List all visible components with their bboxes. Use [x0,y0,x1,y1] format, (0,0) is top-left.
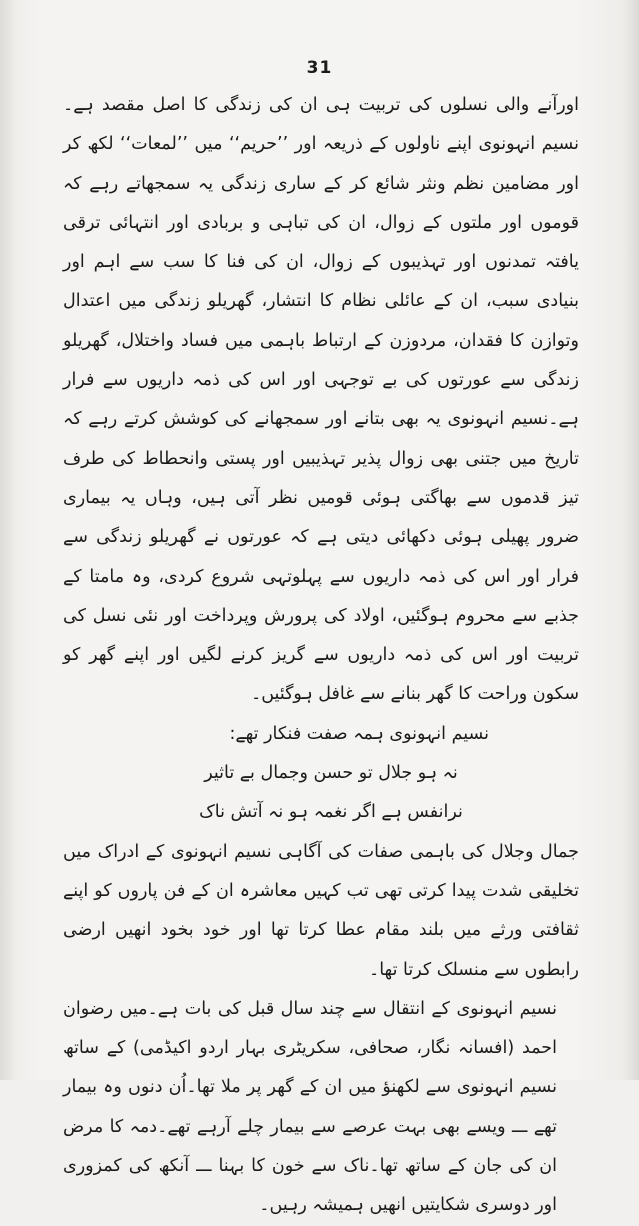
page-gutter-shadow [0,0,16,1080]
paragraph-1: اورآنے والی نسلوں کی تربیت ہی ان کی زندگی کا اصل مقصد ہے۔نسیم انہونوی اپنے ناولوں کے ذریعہ اور ’’حریم‘‘ میں ’’لمعات‘‘ لکھ کر اور مضامین نظم ونثر شائع کر کے ساری زندگی یہ سمجھاتے رہے کہ قوموں اور ملتوں کے زوال، ان کی تباہی و بربادی اور انتہائی ترقی یافتہ تمدنوں اور تہذیبوں کے زوال، ان کی فنا کا سب سے اہم اور بنیادی سبب، ان کے عائلی نظام کا انتشار، گھریلو زندگی میں اعتدال وتوازن کا فقدان، مردوزن کے ارتباط باہمی میں فساد واختلال، گھریلو زندگی سے عورتوں کی بے توجہی اور اس کی ذمہ داریوں سے فرار ہے۔نسیم انہونوی یہ بھی بتانے اور سمجھانے کی کوشش کرتے رہے کہ تاریخ میں جتنی بھی زوال پذیر تہذیبیں اور پستی وانحطاط کی طرف تیز قدموں سے بھاگتی ہوئی قومیں نظر آتی ہیں، وہاں یہ بیماری ضرور پھیلی ہوئی دکھائی دیتی ہے کہ عورتوں نے گھریلو زندگی سے فرار اور اس کی ذمہ داریوں سے پہلوتہی شروع کردی، وہ مامتا کے جذبے سے محروم ہوگئیں، اولاد کی پرورش وپرداخت اور نئی نسل کی تربیت اور اس کی ذمہ داریوں سے گریز کرنے لگیں اور اپنے گھر کو سکون وراحت کا گھر بنانے سے غافل ہوگئیں۔ [63,95,579,705]
paragraph-3: نسیم انہونوی کے انتقال سے چند سال قبل کی بات ہے۔میں رضوان احمد (افسانہ نگار، صحافی، سکریٹری بہار اردو اکیڈمی) کے ساتھ نسیم انہونوی سے لکھنؤ میں ان کے گھر پر ملا تھا۔اُن دنوں وہ بیمار تھے ـــ ویسے بھی بہت عرصے سے بیمار چلے آرہے تھے۔دمہ کا مرض ان کی جان کے ساتھ تھا۔ناک سے خون کا بہنا ـــ آنکھ کی کمزوری اور دوسری شکایتیں انھیں ہمیشہ رہیں۔ [63,998,557,1216]
page-number: 31 [306,58,333,78]
page-body [63,86,579,1226]
verse-line-2: نرانفس ہے اگر نغمہ ہو نہ آتش ناک [199,802,463,823]
page-edge-shadow [623,0,639,1080]
paragraph-2: جمال وجلال کی باہمی صفات کی آگاہی نسیم انہونوی کے ادراک میں تخلیقی شدت پیدا کرتی تھی تب کہیں معاشرہ ان کے فن پاروں کو اپنے ثقافتی ورثے میں بلند مقام عطا کرتا تھا اور خود بخود انھیں ارضی رابطوں سے منسلک کرتا تھا۔ [63,841,579,980]
verse-line-1: نہ ہو جلال تو حسن وجمال بے تاثیر [204,763,458,784]
verse-intro: نسیم انہونوی ہمہ صفت فنکار تھے: [229,723,489,744]
